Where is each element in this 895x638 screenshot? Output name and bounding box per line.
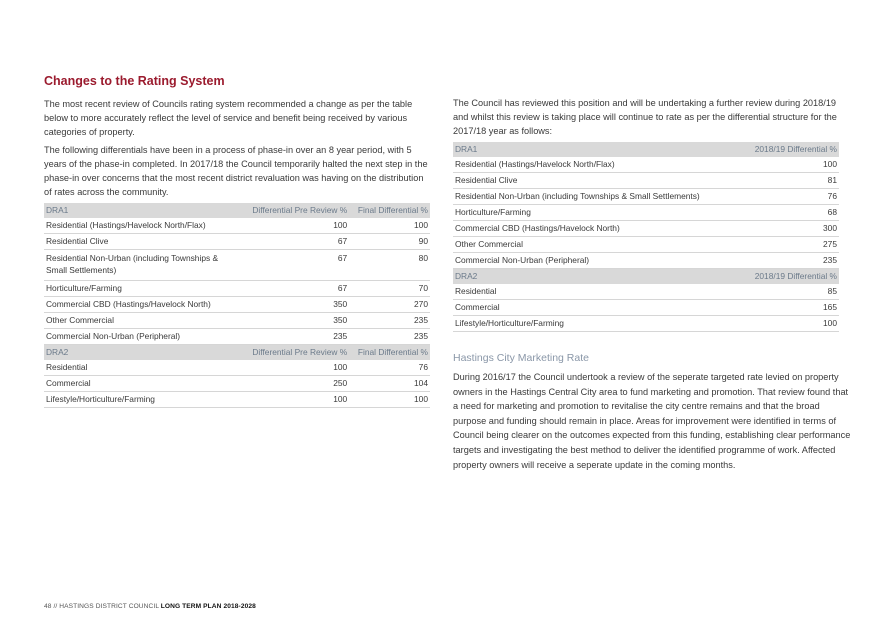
column-header-pre-review: Differential Pre Review % <box>235 345 349 361</box>
row-label: Commercial Non-Urban (Peripheral) <box>453 253 740 269</box>
differential-value: 275 <box>740 237 839 253</box>
pre-review-value: 250 <box>235 376 349 392</box>
pre-review-value: 100 <box>235 218 349 234</box>
table-row <box>44 392 430 408</box>
differential-value: 235 <box>740 253 839 269</box>
differential-2018-19-table <box>453 142 839 332</box>
table-row <box>44 297 430 313</box>
row-label: Commercial <box>453 300 740 316</box>
footer-prefix: 48 // HASTINGS DISTRICT COUNCIL <box>44 603 161 610</box>
column-header-2018-19: 2018/19 Differential % <box>740 269 839 285</box>
pre-review-value: 100 <box>235 392 349 408</box>
row-label: Horticulture/Farming <box>44 281 235 297</box>
pre-review-value: 67 <box>235 234 349 250</box>
section-name: DRA1 <box>453 142 740 157</box>
section-name: DRA2 <box>453 269 740 285</box>
intro-paragraph: The most recent review of Councils rating system recommended a change as per the table below to more accurately reflect the level of service and benefit being received by various categories of property. <box>44 99 413 137</box>
table-row <box>44 250 430 281</box>
table-row <box>453 316 839 332</box>
row-label: Commercial CBD (Hastings/Havelock North) <box>453 221 740 237</box>
table-row <box>44 313 430 329</box>
row-label: Commercial <box>44 376 235 392</box>
column-header-final: Final Differential % <box>349 345 430 361</box>
column-header-pre-review: Differential Pre Review % <box>235 203 349 218</box>
pre-review-value: 67 <box>235 281 349 297</box>
column-header-final: Final Differential % <box>349 203 430 218</box>
table-section-header <box>453 142 839 157</box>
row-label: Lifestyle/Horticulture/Farming <box>453 316 740 332</box>
final-value: 70 <box>349 281 430 297</box>
table-row <box>453 300 839 316</box>
pre-review-value: 100 <box>235 360 349 376</box>
page-footer <box>44 603 256 610</box>
final-value: 76 <box>349 360 430 376</box>
differential-value: 85 <box>740 284 839 300</box>
differential-review-table <box>44 203 430 408</box>
final-value: 100 <box>349 392 430 408</box>
section-heading: Changes to the Rating System <box>44 74 225 88</box>
table-section-header <box>453 269 839 285</box>
final-value: 90 <box>349 234 430 250</box>
marketing-rate-subheading: Hastings City Marketing Rate <box>453 352 589 364</box>
row-label: Commercial Non-Urban (Peripheral) <box>44 329 235 345</box>
table-section-header <box>44 203 430 218</box>
row-label: Residential <box>44 360 235 376</box>
table-row <box>453 173 839 189</box>
differential-value: 300 <box>740 221 839 237</box>
differential-value: 68 <box>740 205 839 221</box>
table-row <box>44 218 430 234</box>
table-row <box>44 329 430 345</box>
table-row <box>453 221 839 237</box>
table-row <box>44 234 430 250</box>
table-row <box>453 237 839 253</box>
row-label: Commercial CBD (Hastings/Havelock North) <box>44 297 235 313</box>
final-value: 235 <box>349 329 430 345</box>
row-label: Residential Clive <box>453 173 740 189</box>
row-label: Other Commercial <box>44 313 235 329</box>
row-label: Residential (Hastings/Havelock North/Flax) <box>44 218 235 234</box>
table-row <box>44 281 430 297</box>
final-value: 270 <box>349 297 430 313</box>
row-label: Residential Non-Urban (including Townships & Small Settlements) <box>44 250 235 281</box>
differential-value: 81 <box>740 173 839 189</box>
table-row <box>44 376 430 392</box>
final-value: 104 <box>349 376 430 392</box>
table-row <box>453 284 839 300</box>
row-label: Residential (Hastings/Havelock North/Flax) <box>453 157 740 173</box>
table-row <box>453 157 839 173</box>
row-label: Residential Clive <box>44 234 235 250</box>
table-row <box>44 360 430 376</box>
row-label: Residential <box>453 284 740 300</box>
review-paragraph: The Council has reviewed this position and will be undertaking a further review during 2018/19 and whilst this review is taking place will continue to rate as per the differential structure for the 2017/18 year as follows: <box>453 98 837 136</box>
footer-plan-title: LONG TERM PLAN 2018-2028 <box>160 603 256 610</box>
final-value: 100 <box>349 218 430 234</box>
final-value: 235 <box>349 313 430 329</box>
differential-value: 165 <box>740 300 839 316</box>
final-value: 80 <box>349 250 430 281</box>
section-name: DRA1 <box>44 203 235 218</box>
section-name: DRA2 <box>44 345 235 361</box>
table-row <box>453 189 839 205</box>
pre-review-value: 350 <box>235 297 349 313</box>
table-section-header <box>44 345 430 361</box>
differential-value: 100 <box>740 157 839 173</box>
pre-review-value: 67 <box>235 250 349 281</box>
column-header-2018-19: 2018/19 Differential % <box>740 142 839 157</box>
differential-value: 100 <box>740 316 839 332</box>
differential-value: 76 <box>740 189 839 205</box>
row-label: Other Commercial <box>453 237 740 253</box>
phase-in-paragraph: The following differentials have been in a process of phase-in over an 8 year period, with 5 years of the phase-in completed. In 2017/18 the Council temporarily halted the next step in the phase-in over concerns that the most recent district revaluation was having on the distribution of rates across the community. <box>44 145 428 197</box>
pre-review-value: 350 <box>235 313 349 329</box>
table-row <box>453 253 839 269</box>
row-label: Residential Non-Urban (including Townships & Small Settlements) <box>453 189 740 205</box>
marketing-rate-paragraph: During 2016/17 the Council undertook a review of the seperate targeted rate levied on property owners in the Hastings Central City area to fund marketing and promotion. That review found that a need for marketing and promotion to revitalise the city centre remains and that the broad purpose and funding should remain in place. Areas for improvement were identified in terms of Council being clearer on the outcomes expected from this funding, establishing clear performance targets and investigating the best method to deliver the identified programme of work. Affected property owners will receive a seperate update in the coming months. <box>453 372 851 470</box>
pre-review-value: 235 <box>235 329 349 345</box>
row-label: Lifestyle/Horticulture/Farming <box>44 392 235 408</box>
row-label: Horticulture/Farming <box>453 205 740 221</box>
table-row <box>453 205 839 221</box>
